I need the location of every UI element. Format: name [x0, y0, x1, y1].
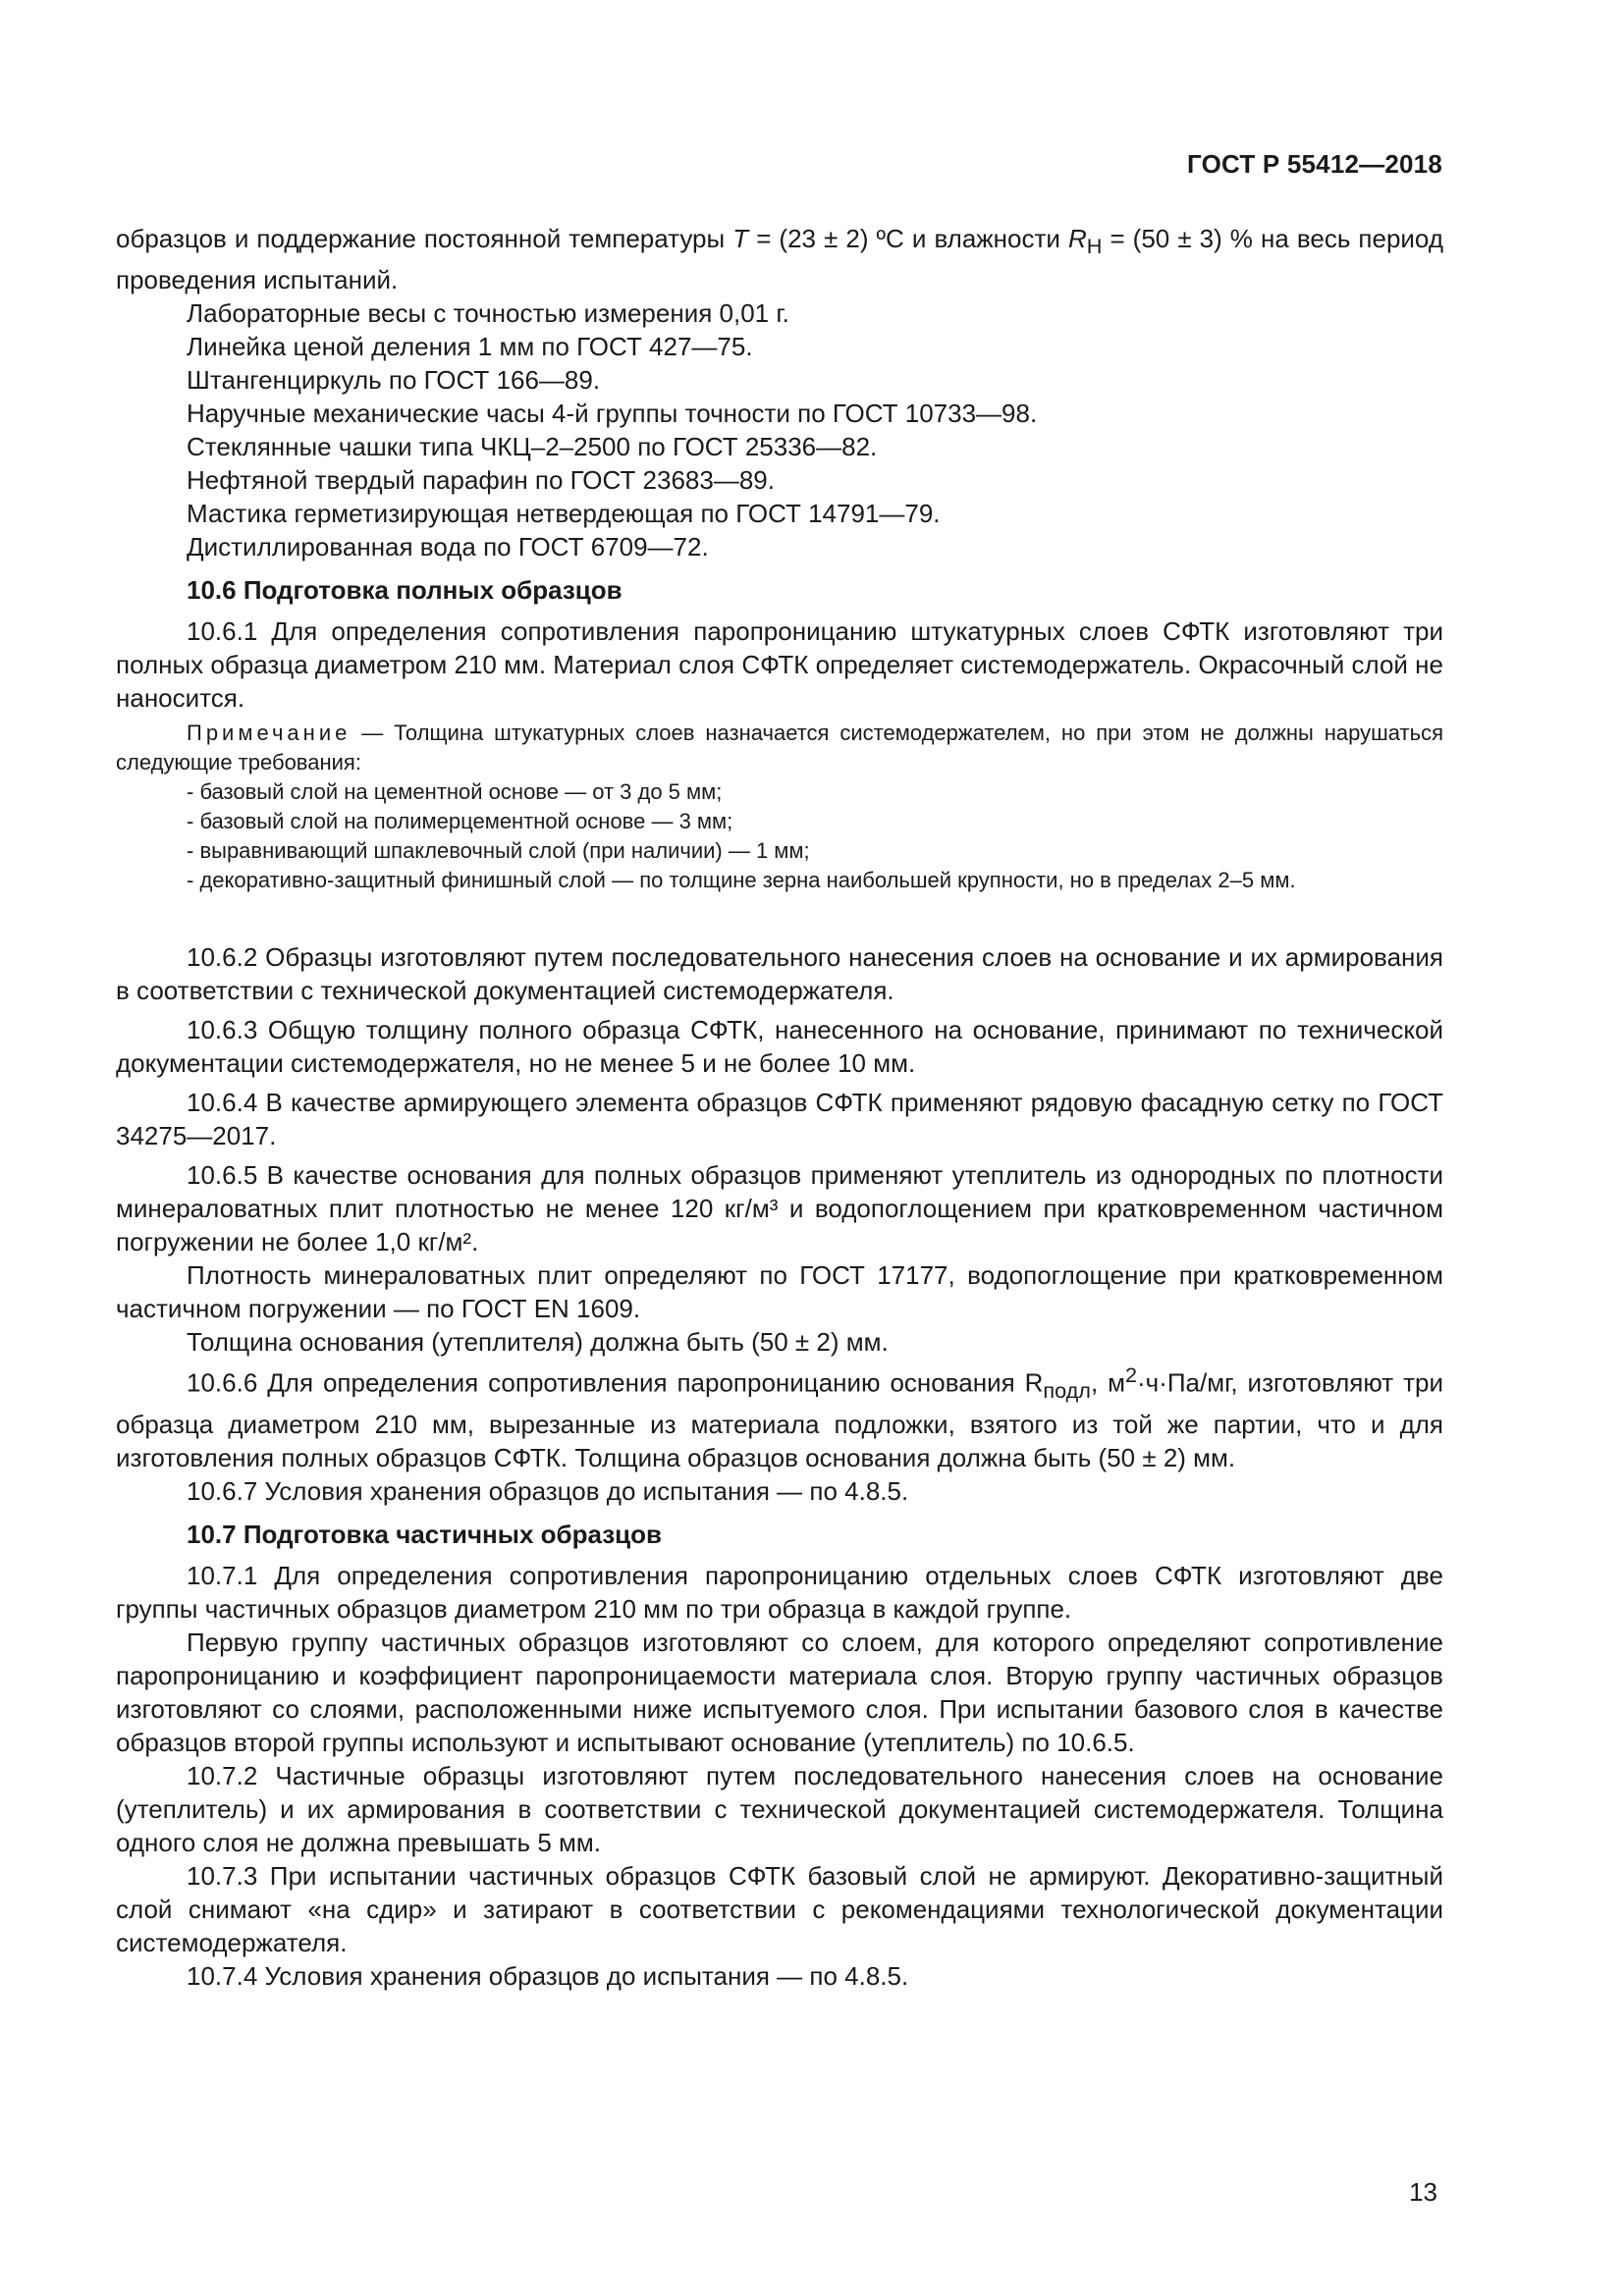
- equipment-item: Стеклянные чашки типа ЧКЦ–2–2500 по ГОСТ 25336—82.: [187, 432, 878, 462]
- note-block: [116, 719, 1443, 895]
- equipment-item: Штангенциркуль по ГОСТ 166—89.: [187, 365, 601, 396]
- equipment-item: Мастика герметизирующая нетвердеющая по ГОСТ 14791—79.: [187, 499, 941, 529]
- paragraph-10-6-5-density: Плотность минераловатных плит определяют по ГОСТ 17177, водопоглощение при кратковременном частичном погружении — по ГОСТ EN 1609.: [116, 1260, 1443, 1324]
- section-heading-10-7: 10.7 Подготовка частичных образцов: [187, 1520, 663, 1550]
- equipment-list: [116, 296, 1443, 563]
- section-heading-10-6: 10.6 Подготовка полных образцов: [187, 575, 623, 606]
- paragraph-10-6-2: 10.6.2 Образцы изготовляют путем последовательного нанесения слоев на основание и их армирования в соответствии с технической документацией системодержателя.: [116, 942, 1443, 1006]
- page-number: 13: [1409, 2177, 1437, 2207]
- page-body: [116, 222, 1443, 1993]
- paragraph-10-6-7: 10.6.7 Условия хранения образцов до испытания — по 4.8.5.: [187, 1476, 909, 1507]
- note-item: - выравнивающий шпаклевочный слой (при наличии) — 1 мм;: [187, 838, 810, 864]
- paragraph-10-6-5-thickness: Толщина основания (утеплителя) должна быть (50 ± 2) мм.: [187, 1327, 889, 1358]
- note-item: - базовый слой на полимерцементной основе — 3 мм;: [187, 809, 733, 834]
- paragraph-10-7-3: 10.7.3 При испытании частичных образцов СФТК базовый слой не армируют. Декоративно-защитный слой снимают «на сдир» и затирают в соответствии с рекомендациями технологической документации системодержателя.: [116, 1861, 1443, 1958]
- paragraph-10-6-4: 10.6.4 В качестве армирующего элемента образцов СФТК применяют рядовую фасадную сетку по ГОСТ 34275—2017.: [116, 1088, 1443, 1151]
- document-code: ГОСТ Р 55412—2018: [1187, 149, 1442, 179]
- paragraph-10-6-6: 10.6.6 Для определения сопротивления паропроницанию основания $R_{подл}$, $м^2\cdot ч\cdot Па/мг$, изготовляют три образца диаметром 210 мм, вырезанные из материала подложки, взятого из той же партии, что и для изготовления полных образцов СФТК. Толщина образцов основания должна быть (50 ± 2) мм.: [116, 1362, 1443, 1473]
- paragraph-10-7-1-groups: Первую группу частичных образцов изготовляют со слоем, для которого определяют сопротивление паропроницанию и коэффициент паропроницаемости материала слоя. Вторую группу частичных образцов изготовляют со слоями, расположенными ниже испытуемого слоя. При испытании базового слоя в качестве образцов второй группы используют и испытывают основание (утеплитель) по 10.6.5.: [116, 1628, 1443, 1758]
- paragraph-10-7-1: 10.7.1 Для определения сопротивления паропроницанию отдельных слоев СФТК изготовляют две группы частичных образцов диаметром 210 мм по три образца в каждой группе.: [116, 1561, 1443, 1625]
- note-intro: Примечание — Толщина штукатурных слоев назначается системодержателем, но при этом не должны нарушаться следующие требования:: [116, 721, 1443, 775]
- paragraph-10-7-2: 10.7.2 Частичные образцы изготовляют путем последовательного нанесения слоев на основание (утеплитель) и их армирования в соответствии с технической документацией системодержателя. Толщина одного слоя не должна превышать 5 мм.: [116, 1761, 1443, 1858]
- note-item: - декоративно-защитный финишный слой — по толщине зерна наибольшей крупности, но в пределах 2–5 мм.: [187, 868, 1296, 893]
- paragraph-10-6-1: 10.6.1 Для определения сопротивления паропроницанию штукатурных слоев СФТК изготовляют три полных образца диаметром 210 мм. Материал слоя СФТК определяет системодержатель. Окрасочный слой не наносится.: [116, 616, 1443, 714]
- equipment-item: Наручные механические часы 4-й группы точности по ГОСТ 10733—98.: [187, 399, 1038, 429]
- paragraph-10-6-3: 10.6.3 Общую толщину полного образца СФТК, нанесенного на основание, принимают по технической документации системодержателя, но не менее 5 и не более 10 мм.: [116, 1015, 1443, 1079]
- note-label: Примечание: [187, 721, 352, 746]
- note-item: - базовый слой на цементной основе — от 3 до 5 мм;: [187, 779, 723, 805]
- equipment-item: Дистиллированная вода по ГОСТ 6709—72.: [187, 532, 709, 562]
- paragraph-10-6-5: 10.6.5 В качестве основания для полных образцов применяют утеплитель из однородных по плотности минераловатных плит плотностью не менее 120 кг/м³ и водопоглощением при кратковременном частичном погружении не более 1,0 кг/м².: [116, 1160, 1443, 1257]
- continued-paragraph: образцов и поддержание постоянной температуры T = (23 ± 2) ºС и влажности $R_Н = (50 \pm 3)$ % на весь период проведения испытаний.: [116, 224, 1443, 295]
- equipment-item: Линейка ценой деления 1 мм по ГОСТ 427—75.: [187, 332, 753, 362]
- paragraph-10-7-4: 10.7.4 Условия хранения образцов до испытания — по 4.8.5.: [187, 1961, 909, 1992]
- equipment-item: Лабораторные весы с точностью измерения 0,01 г.: [187, 298, 789, 329]
- equipment-item: Нефтяной твердый парафин по ГОСТ 23683—89.: [187, 465, 775, 496]
